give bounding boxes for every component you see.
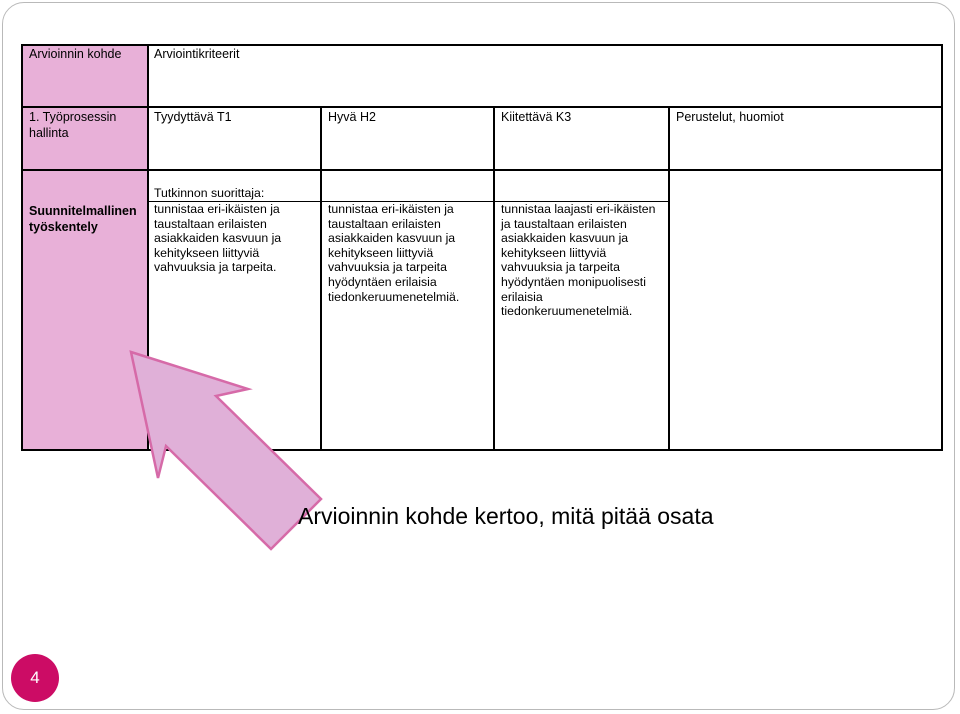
slide-caption: Arvioinnin kohde kertoo, mitä pitää osata xyxy=(298,503,714,529)
grade-k3-header: Kiitettävä K3 xyxy=(501,110,572,124)
grade-h2-header: Hyvä H2 xyxy=(328,110,376,124)
t1-criteria-text: tunnistaa eri-ikäisten ja taustaltaan erilaisten asiakkaiden kasvuun ja kehitykseen liittyviä vahvuuksia ja tarpeita. xyxy=(154,202,282,275)
target-header: Arvioinnin kohde xyxy=(29,47,122,61)
h2-criteria-text: tunnistaa eri-ikäisten ja taustaltaan erilaisten asiakkaiden kasvuun ja kehitykseen liittyviä vahvuuksia ja tarpeita hyödyntäen erilaisia tiedonkeruumenetelmiä. xyxy=(328,202,460,304)
work-process-label: 1. Työprosessin hallinta xyxy=(29,110,117,140)
k3-criteria-text: tunnistaa laajasti eri-ikäisten ja taustaltaan erilaisten asiakkaiden kasvuun ja kehitykseen liittyviä vahvuuksia ja tarpeita hyödyntäen monipuolisesti erilaisia tiedonkeruumenetelmiä. xyxy=(501,202,656,319)
t1-criteria-heading: Tutkinnon suorittaja: xyxy=(154,186,265,200)
notes-header: Perustelut, huomiot xyxy=(676,110,784,124)
page-number-badge: 4 xyxy=(11,654,59,702)
grade-t1-header: Tyydyttävä T1 xyxy=(154,110,232,124)
criteria-header: Arviointikriteerit xyxy=(154,47,240,61)
planned-work-label: Suunnitelmallinen työskentely xyxy=(29,204,137,234)
